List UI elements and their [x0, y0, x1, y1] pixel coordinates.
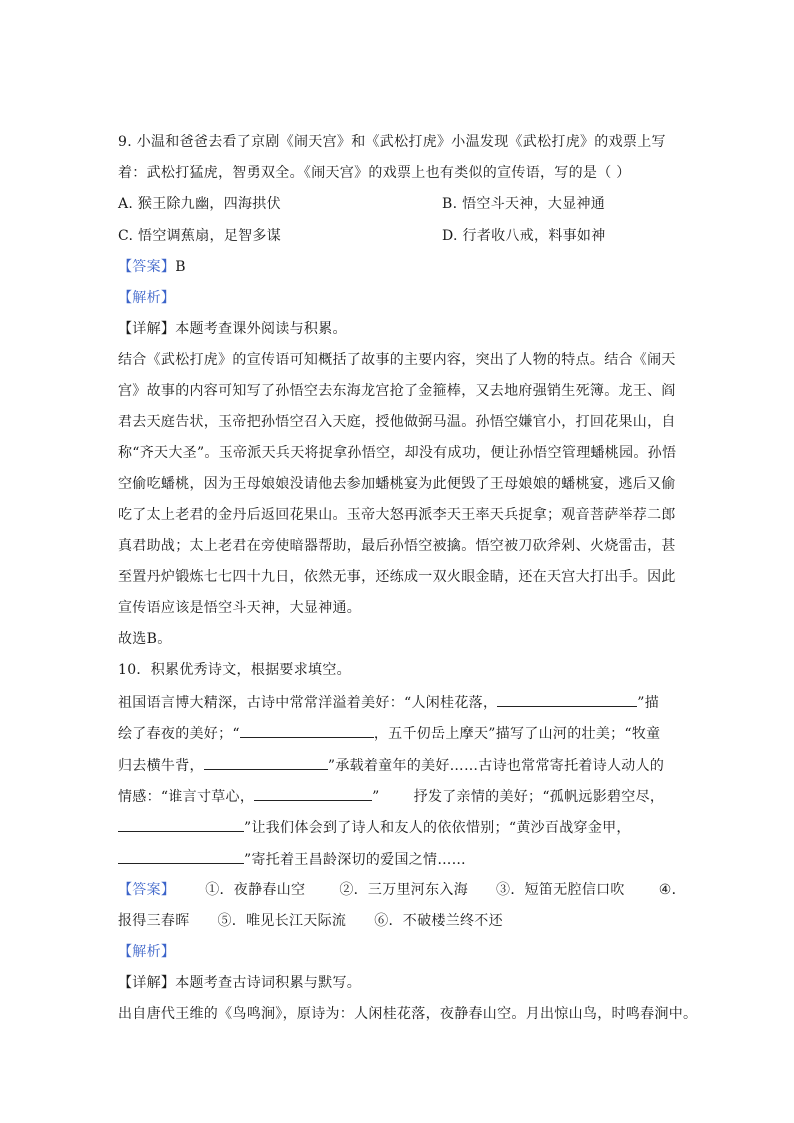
q10-text: 祖国语言博大精深，古诗中常常洋溢着美好：“人闲桂花落， [118, 695, 498, 711]
q10-detail-text: 本题考查古诗词积累与默写。 [175, 975, 362, 991]
q9-stem-line1: 9. 小温和爸爸去看了京剧《闹天宫》和《武松打虎》小温发现《武松打虎》的戏票上写 [118, 134, 666, 150]
fill-blank [497, 692, 637, 707]
q9-para-line: 宫》故事的内容可知写了孙悟空去东海龙宫抢了金箍棒，又去地府强销生死簿。龙王、阎 [118, 383, 676, 399]
q9-option-c: C. 悟空调蕉扇，足智多谋 [118, 228, 282, 244]
q10-text: ”让我们体会到了诗人和友人的依依惜别；“黄沙百战穿金甲， [244, 820, 631, 836]
q9-para-line: 真君助战；太上老君在旁使暗器帮助，最后孙悟空被擒。悟空被刀砍斧剁、火烧雷击，甚 [118, 538, 676, 554]
q9-answer-row [118, 257, 186, 277]
q9-para-line: 君去天庭告状，玉帝把孙悟空召入天庭，授他做弼马温。孙悟空嫌官小，打回花果山，自 [118, 414, 676, 430]
q10-text: ” [372, 789, 380, 805]
q10-text: ”描 [637, 695, 660, 711]
q9-para-line: 吃了太上老君的金丹后返回花果山。玉帝大怒再派李天王率天兵捉拿；观音菩萨举荐二郎 [118, 507, 676, 523]
q9-conclusion: 故选B。 [118, 631, 172, 647]
detail-tag: 【详解】 [118, 321, 176, 337]
fill-blank [118, 849, 244, 864]
q9-option-d: D. 行者收八戒，料事如神 [442, 228, 606, 244]
answer-tag: 【答案】 [118, 259, 176, 275]
q10-answer: ⑥．不破楼兰终不还 [374, 913, 503, 929]
q10-answer: ⑤．唯见长江天际流 [217, 913, 347, 929]
q10-line1 [118, 692, 659, 713]
q10-analysis-tag [118, 942, 175, 962]
q10-line5 [118, 817, 631, 838]
fill-blank [204, 755, 328, 770]
q10-title: 10．积累优秀诗文，根据要求填空。 [118, 662, 351, 678]
q9-option-b: B. 悟空斗天神，大显神通 [442, 196, 606, 212]
q10-text: 情感：“谁言寸草心， [118, 789, 255, 805]
q10-answer: ③．短笛无腔信口吹 [496, 882, 625, 898]
q9-option-a: A. 猴王除九幽，四海拱伏 [118, 196, 281, 212]
fill-blank [254, 786, 372, 801]
detail-tag: 【详解】 [118, 975, 176, 991]
q10-detail-row [118, 973, 361, 993]
fill-blank [118, 817, 244, 832]
q9-analysis-tag [118, 288, 175, 308]
q10-text: 绘了春夜的美好；“ [118, 726, 240, 742]
q9-para-line: 至置丹炉锻炼七七四十九日，依然无事，还练成一双火眼金睛，还在天宫大打出手。因此 [118, 569, 676, 585]
q10-answer: ②．三万里河东入海 [339, 882, 469, 898]
q10-line4 [118, 786, 664, 807]
q10-text: ”承载着童年的美好……古诗也常常寄托着诗人动人的 [327, 758, 665, 774]
q10-text: 归去横牛背， [118, 758, 204, 774]
q9-para-line: 宣传语应该是悟空斗天神，大显神通。 [118, 600, 362, 616]
answer-tag: 【答案】 [118, 882, 176, 898]
q10-answer: 报得三春晖 [118, 913, 190, 929]
fill-blank [240, 723, 374, 738]
q9-detail-text: 本题考查课外阅读与积累。 [175, 321, 347, 337]
q10-text: ，五千仞岳上摩天”描写了山河的壮美；“牧童 [373, 726, 661, 742]
q10-answer-row2 [118, 911, 503, 931]
q10-text: ”寄托着王昌龄深切的爱国之情…… [244, 852, 466, 868]
q10-line2 [118, 723, 660, 744]
q9-stem-line2: 着：武松打猛虎，智勇双全。《闹天宫》的戏票上也有类似的宣传语，写的是（ ） [118, 165, 631, 181]
q10-answer: ①．夜静春山空 [205, 882, 306, 898]
q9-answer: B [175, 259, 186, 275]
q10-line6 [118, 849, 466, 870]
q10-text: 抒发了亲情的美好；“孤帆远影碧空尽， [413, 789, 665, 805]
analysis-tag: 【解析】 [118, 944, 176, 960]
q10-line3 [118, 755, 664, 776]
q10-answer-row [118, 880, 686, 900]
analysis-tag: 【解析】 [118, 290, 176, 306]
q9-para-line: 结合《武松打虎》的宣传语可知概括了故事的主要内容，突出了人物的特点。结合《闹天 [118, 352, 676, 368]
q9-detail-row [118, 319, 347, 339]
q9-para-line: 称“齐天大圣”。玉帝派天兵天将捉拿孙悟空，却没有成功，便让孙悟空管理蟠桃园。孙悟 [118, 445, 677, 461]
q9-para-line: 空偷吃蟠桃，因为王母娘娘没请他去参加蟠桃宴为此便毁了王母娘娘的蟠桃宴，逃后又偷 [118, 476, 676, 492]
q10-source-line: 出自唐代王维的《鸟鸣涧》，原诗为：人闲桂花落，夜静春山空。月出惊山鸟，时鸣春涧中。 [118, 1006, 698, 1022]
q10-answer: ④． [658, 882, 686, 898]
